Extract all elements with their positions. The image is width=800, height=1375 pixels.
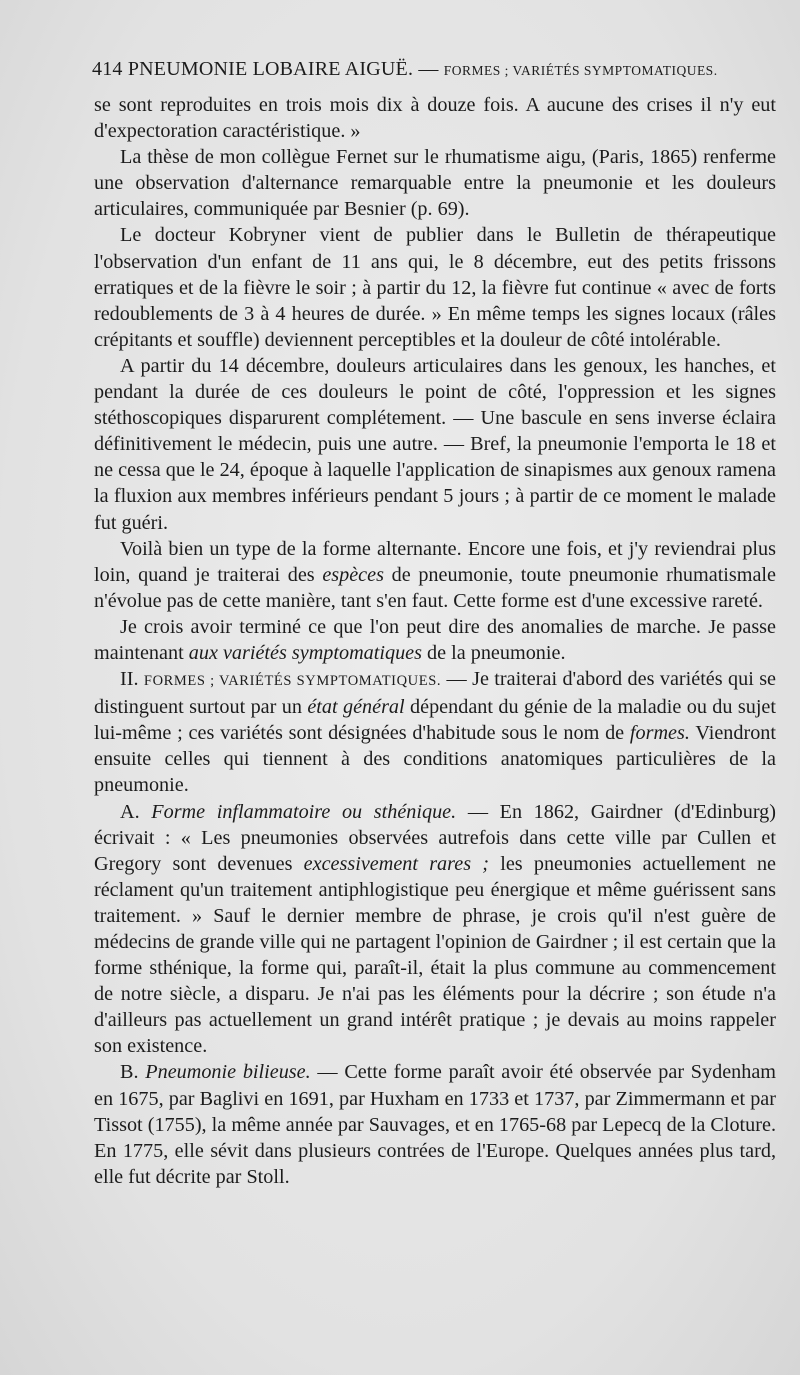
emphasis-especes: espèces (322, 563, 384, 586)
emphasis-etat-general: état général (307, 696, 405, 719)
section-title: FORMES ; VARIÉTÉS SYMPTOMATIQUES. (443, 63, 718, 78)
paragraph-fernet: La thèse de mon collègue Fernet sur le rhumatisme aigu, (Paris, 1865) renferme une observation d'alternance remarquable entre la pneumonie et les douleurs articulaires, communiquée par Besnier (p. 69). (94, 146, 776, 221)
paragraph-pneumonie-bilieuse: B. Pneumonie bilieuse. — Cette forme paraît avoir été observée par Sydenham en 1675, par Baglivi en 1691, par Huxham en 1733 et 1737, par Zimmermann et par Tissot (1755), la même année par Sauvages, et en 1765-68 par Lepecq de la Cloture. En 1775, elle sévit dans plusieurs contrées de l'Europe. Quelques années plus tard, elle fut décrite par Stoll. (94, 1061, 777, 1188)
paragraph-alternating-form: Voilà bien un type de la forme alternante. Encore une fois, et j'y reviendrai plus loin, quand je traiterai des espèces de pneumonie, toute pneumonie rhumatismale n'évolue pas de cette manière, tant s'en faut. Cette forme est d'une excessive rareté. (94, 537, 776, 612)
header-dash: — (418, 58, 439, 80)
emphasis-varietes: aux variétés symptomatiques (188, 641, 422, 664)
running-title: PNEUMONIE LOBAIRE AIGUË. (127, 58, 414, 80)
subheading-forme-inflammatoire: Forme inflammatoire ou sthénique. (151, 800, 457, 823)
subheading-pneumonie-bilieuse: Pneumonie bilieuse. (145, 1061, 311, 1084)
page-number: 414 (92, 58, 123, 80)
paragraph-section-ii: II. FORMES ; VARIÉTÉS SYMPTOMATIQUES. — Je traiterai d'abord des variétés qui se distinguent surtout par un état général dépendant du génie de la maladie ou du sujet lui-même ; ces variétés sont désignées d'habitude sous le nom de formes. Viendront ensuite celles qui tiennent à des conditions anatomiques particulières de la pneumonie. (94, 668, 777, 797)
paragraph-kobryner: Le docteur Kobryner vient de publier dans le Bulletin de thérapeutique l'observation d'un enfant de 11 ans qui, le 8 décembre, eut des petits frissons erratiques et de la fièvre le soir ; à partir du 12, la fièvre fut continue « avec de forts redoublements de 3 à 4 heures de durée. » En même temps les signes locaux (râles crépitants et souffle) deviennent perceptibles et la douleur de côté intolérable. (94, 224, 776, 351)
paragraph-transition: Je crois avoir terminé ce que l'on peut dire des anomalies de marche. Je passe maintenant aux variétés symptomatiques de la pneumonie. (94, 615, 776, 664)
paragraph-december: A partir du 14 décembre, douleurs articulaires dans les genoux, les hanches, et pendant la durée de ces douleurs le point de côté, l'oppression et les signes stéthoscopiques disparurent complétement. — Une bascule en sens inverse éclaira définitivement le médecin, puis une autre. — Bref, la pneumonie l'emporta le 18 et ne cessa que le 24, époque à laquelle l'application de sinapismes aux genoux ramena la fluxion aux membres inférieurs pendant 5 jours ; à partir de ce moment le malade fut guéri. (94, 354, 776, 534)
page-body (94, 92, 776, 1190)
emphasis-excessivement-rares: excessivement rares ; (303, 852, 490, 875)
paragraph-forme-sthenique: A. Forme inflammatoire ou sthénique. — En 1862, Gairdner (d'Edinburg) écrivait : « Les pneumonies observées autrefois dans cette ville par Cullen et Gregory sont devenues excessivement rares ; les pneumonies actuellement ne réclament qu'un traitement antiphlogistique peu énergique et même guérissent sans traitement. » Sauf le dernier membre de phrase, je crois qu'il n'est guère de médecins de grande ville qui ne partagent l'opinion de Gairdner ; il est certain que la forme sthénique, la forme qui, paraît-il, était la plus commune au commencement de notre siècle, a disparu. Je n'ai pas les éléments pour la décrire ; son étude n'a d'ailleurs pas actuellement un grand intérêt pratique ; je devais au moins rappeler son existence. (94, 800, 777, 1058)
emphasis-formes: formes. (629, 722, 690, 745)
paragraph-continuation: se sont reproduites en trois mois dix à douze fois. A aucune des crises il n'y eut d'expectoration caractéristique. » (94, 94, 776, 143)
running-header (92, 58, 742, 81)
section-heading-ii: FORMES ; VARIÉTÉS SYMPTOMATIQUES. (143, 673, 442, 690)
